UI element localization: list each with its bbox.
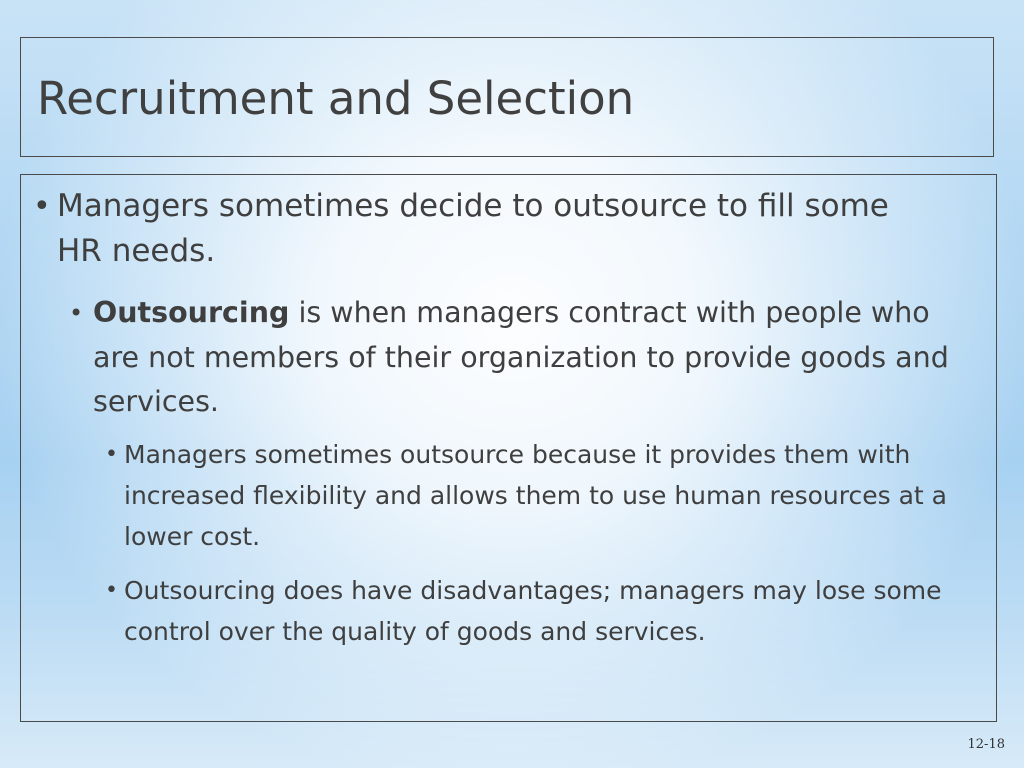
slide-title-box [20,37,994,157]
bullet-level3-flexibility [105,434,965,557]
bullet-text [93,291,969,425]
bullet-text: Managers sometimes decide to outsource to fill some HR needs. [57,188,889,269]
bold-term-outsourcing: Outsourcing [93,296,290,329]
bullet-level1 [33,184,933,274]
bullet-level3-disadvantages [105,570,965,652]
bullet-marker: • [105,442,118,467]
bullet-marker: • [33,189,51,224]
bullet-text: Outsourcing does have disadvantages; managers may lose some control over the quality of goods and services. [124,576,942,646]
bullet-text-rest: is when managers contract with people who are not members of their organization to provide goods and services. [93,296,949,418]
slide-page-number: 12-18 [967,737,1005,752]
slide-content-box [20,174,997,722]
slide-title: Recruitment and Selection [37,72,635,125]
bullet-level2 [69,291,969,425]
bullet-marker: • [105,578,118,603]
bullet-text: Managers sometimes outsource because it provides them with increased flexibility and allows them to use human resources at a lower cost. [124,440,947,551]
bullet-marker: • [69,299,84,327]
